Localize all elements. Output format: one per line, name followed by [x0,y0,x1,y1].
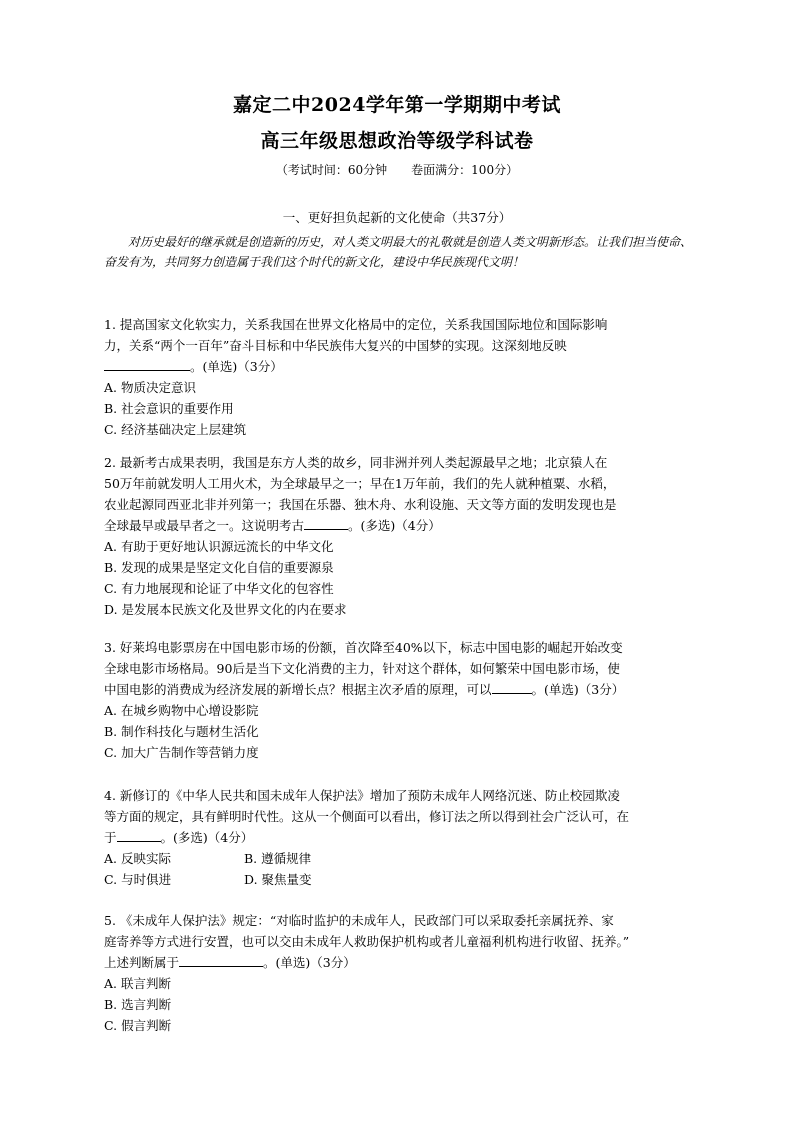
option-b: B. 发现的成果是坚定文化自信的重要源泉 [104,560,334,575]
answer-blank[interactable] [492,680,532,694]
question-stem-line: 力，关系“两个一百年”奋斗目标和中华民族伟大复兴的中国梦的实现。这深刻地反映 [104,338,567,353]
option-c: C. 有力地展现和论证了中华文化的包容性 [104,581,334,596]
question-stem-line: 3. 好莱坞电影票房在中国电影市场的份额，首次降至40%以下，标志中国电影的崛起开始改变 [104,640,623,655]
question-stem-line: 1. 提高国家文化软实力，关系我国在世界文化格局中的定位，关系我国国际地位和国际影响 [104,317,608,332]
option-a: A. 反映实际 [104,851,171,866]
question-stem-line: 5. 《未成年人保护法》规定：“对临时监护的未成年人，民政部门可以采取委托亲属抚养、家 [104,913,614,928]
question-4 [104,785,704,890]
option-d: D. 聚焦量变 [244,872,312,887]
question-stem-text: 于 [104,830,117,845]
question-tail: 。(多选)（4分） [348,518,441,533]
question-stem-text: 中国电影的消费成为经济发展的新增长点？根据主次矛盾的原理，可以 [104,682,492,697]
question-stem-line: 等方面的规定，具有鲜明时代性。这从一个侧面可以看出，修订法之所以得到社会广泛认可，在 [104,809,630,824]
exam-info: （考试时间：60分钟 卷面满分：100分） [275,163,519,177]
question-stem-line [104,515,704,536]
option-b: B. 遵循规律 [244,851,312,866]
option-d: D. 是发展本民族文化及世界文化的内在要求 [104,602,347,617]
question-2 [104,452,704,620]
exam-subject-title: 高三年级思想政治等级学科试卷 [260,130,534,152]
answer-blank[interactable] [117,828,161,842]
exam-title: 嘉定二中2024学年第一学期期中考试 [233,94,561,116]
option-a: A. 联言判断 [104,976,171,991]
question-3 [104,637,704,763]
option-c: C. 经济基础决定上层建筑 [104,422,247,437]
question-stem-line: 50万年前就发明人工用火术，为全球最早之一；早在1万年前，我们的先人就种植粟、水稻， [104,476,616,491]
option-c: C. 假言判断 [104,1018,172,1033]
question-tail: 。(单选)（3分） [190,359,283,374]
question-stem-text: 全球最早或最早者之一。这说明考古 [104,518,305,533]
option-b: B. 制作科技化与题材生活化 [104,724,259,739]
question-tail: 。(单选)（3分） [531,682,625,697]
section-heading: 一、更好担负起新的文化使命（共37分） [282,210,512,225]
question-stem-line: 2. 最新考古成果表明，我国是东方人类的故乡，同非洲并列人类起源最早之地；北京猿人在 [104,455,608,470]
option-b: B. 选言判断 [104,997,172,1012]
option-c: C. 与时俱进 [104,872,172,887]
section-intro: 对历史最好的继承就是创造新的历史，对人类文明最大的礼敬就是创造人类文明新形态。让我们担当使命、奋发有为，共同努力创造属于我们这个时代的新文化，建设中华民族现代文明！ [104,235,693,269]
option-a: A. 有助于更好地认识源远流长的中华文化 [104,539,334,554]
question-1 [104,314,704,440]
question-stem-line: 庭寄养等方式进行安置，也可以交由未成年人救助保护机构或者儿童福利机构进行收留、抚养。” [104,934,630,949]
option-a: A. 在城乡购物中心增设影院 [104,703,259,718]
option-b: B. 社会意识的重要作用 [104,401,234,416]
question-stem-line: 4. 新修订的《中华人民共和国未成年人保护法》增加了预防未成年人网络沉迷、防止校园欺凌 [104,788,620,803]
answer-blank[interactable] [104,357,190,371]
question-tail: 。(多选)（4分） [160,830,254,845]
question-stem-line: 全球电影市场格局。90后是当下文化消费的主力，针对这个群体，如何繁荣中国电影市场，使 [104,661,620,676]
option-row [104,848,704,869]
question-stem-line [104,679,704,700]
option-row [104,869,704,890]
option-c: C. 加大广告制作等营销力度 [104,745,259,760]
question-stem-line: 农业起源同西亚北非并列第一；我国在乐器、独木舟、水利设施、天文等方面的发明发现也是 [104,497,617,512]
question-stem-text: 上述判断属于 [104,955,180,970]
option-a: A. 物质决定意识 [104,380,196,395]
question-tail: 。(单选)（3分） [263,955,356,970]
question-stem-line [104,356,704,377]
answer-blank[interactable] [304,516,348,530]
question-5 [104,910,704,1036]
answer-blank[interactable] [179,953,263,967]
question-stem-line [104,952,704,973]
question-stem-line [104,827,704,848]
